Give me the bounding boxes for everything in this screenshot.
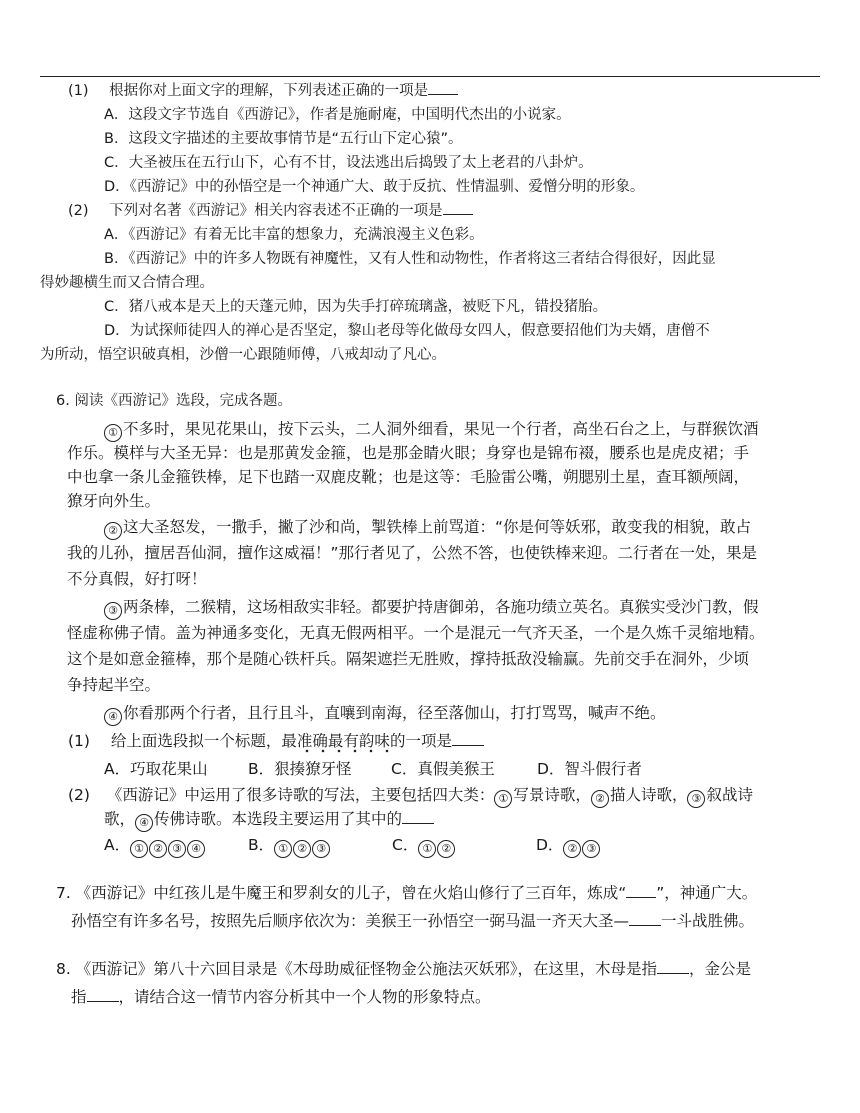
q6-sub2-option-d: D． ② ③: [536, 833, 601, 858]
q5-sub1-option-a: A．这段文字节选自《西游记》，作者是施耐庵，中国明代杰出的小说家。: [104, 107, 571, 123]
answer-blank[interactable]: [626, 883, 656, 898]
q5-sub2-text: 下列对名著《西游记》相关内容表述不正确的一项是: [109, 203, 443, 219]
q6-sub2-option-b: B． ① ② ③: [248, 833, 392, 858]
q5-sub2-stem: [68, 200, 473, 222]
q6-sub1-options: [104, 757, 642, 781]
top-rule: [40, 76, 820, 77]
answer-blank[interactable]: [87, 987, 119, 1002]
q6-para1-line2: 作乐。模样与大圣无异：也是那黄发金箍，也是那金睛火眼；身穿也是锦布裰，腰系也是虎皮裙；手: [67, 444, 750, 462]
q5-sub1-option-d: D．《西游记》中的孙悟空是一个神通广大、敢于反抗、性情温驯、爱憎分明的形象。: [104, 179, 645, 195]
q6-para3-line4: 争持起半空。: [67, 676, 161, 694]
q6-sub2-stem-line2: 歌， ④ 传佛诗歌。本选段主要运用了其中的: [104, 807, 434, 832]
q6-sub2-option-c: C． ① ②: [392, 833, 536, 858]
q5-sub2-option-b-cont: 得妙趣横生而又合情合理。: [40, 275, 214, 291]
q5-sub1-text: 根据你对上面文字的理解，下列表述正确的一项是: [109, 83, 429, 99]
circled-number: ③: [104, 602, 122, 620]
q6-sub1-option-a: A．巧取花果山: [104, 760, 208, 778]
emphasis-text: 准确最有韵味: [297, 732, 390, 754]
answer-blank[interactable]: [428, 80, 458, 95]
q5-sub2-option-c: C．猪八戒本是天上的天蓬元帅，因为失手打碎琉璃盏，被贬下凡，错投猪胎。: [104, 299, 608, 315]
q6-sub2-number: (2): [68, 786, 90, 804]
q6-para3-line1: ③ 两条棒，二猴精，这场相敌实非轻。都要护持唐御弟，各施功绩立英名。真猴实受沙门教，假: [104, 595, 759, 620]
answer-blank[interactable]: [402, 809, 434, 824]
circled-number: ①: [104, 424, 122, 442]
q5-sub1-stem: [68, 80, 458, 102]
answer-blank[interactable]: [452, 731, 484, 746]
q6-sub1-option-d: D．智斗假行者: [537, 760, 642, 778]
answer-blank[interactable]: [657, 959, 689, 974]
answer-blank[interactable]: [443, 200, 473, 215]
q7-line1: 7. 《西游记》中红孩儿是牛魔王和罗刹女的儿子，曾在火焰山修行了三百年，炼成“ ”，神通广大。: [56, 884, 758, 902]
q6-para3-line3: 这个是如意金箍棒，那个是随心铁杆兵。隔架遮拦无胜败，撑持抵敌没输赢。先前交手在洞外，少顷: [67, 650, 750, 668]
q5-sub2-option-d: D．为试探师徒四人的禅心是否坚定，黎山老母等化做母女四人，假意要招他们为夫婿，唐僧不: [104, 323, 710, 339]
q6-para1-line1: ① 不多时，果见花果山，按下云头，二人洞外细看，果见一个行者，高坐石台之上，与群猴饮酒: [104, 417, 759, 442]
q5-sub2-option-b: B．《西游记》中的许多人物既有神魔性，又有人性和动物性，作者将这三者结合得很好，因此显: [104, 251, 716, 267]
q5-sub2-option-d-cont: 为所动，悟空识破真相，沙僧一心跟随师傅，八戒却动了凡心。: [40, 347, 446, 363]
q8-line1: 8. 《西游记》第八十六回目录是《木母助威征怪物金公施法灭妖邪》，在这里，木母是指 ，金公是: [56, 960, 751, 978]
q5-sub1-number: (1): [68, 83, 89, 99]
q5-sub2-option-a: A．《西游记》有着无比丰富的想象力，充满浪漫主义色彩。: [104, 227, 484, 243]
q6-sub1-stem: (1) 给上面选段拟一个标题，最准确最有韵味的一项是: [68, 729, 484, 753]
circled-number: ②: [591, 790, 609, 808]
q6-para3-line2: 怪虚称佛子情。盖为神通多变化，无真无假两相平。一个是混元一气齐天圣，一个是久炼千灵缩地精。: [67, 624, 765, 642]
circled-number: ③: [687, 790, 705, 808]
q6-para4: ④ 你看那两个行者，且行且斗，直嚷到南海，径至落伽山，打打骂骂，喊声不绝。: [104, 701, 666, 726]
circled-number: ②: [104, 522, 122, 540]
q6-sub2-option-a: A． ① ② ③ ④: [104, 833, 248, 858]
circled-number: ④: [135, 814, 153, 832]
q6-sub1-option-c: C．真假美猴王: [391, 760, 495, 778]
q8-line2: 指 ，请结合这一情节内容分析其中一个人物的形象特点。: [71, 988, 491, 1006]
q6-para2-line3: 不分真假，好打呀！: [67, 570, 207, 588]
answer-blank[interactable]: [629, 911, 661, 926]
q6-para2-line2: 我的儿孙，擅居吾仙洞，擅作这威福！”那行者见了，公然不答，也使铁棒来迎。二行者在一处，果是: [67, 544, 758, 562]
q5-sub1-option-c: C．大圣被压在五行山下，心有不甘，设法逃出后捣毁了太上老君的八卦炉。: [104, 155, 593, 171]
circled-number: ④: [104, 708, 122, 726]
q7-line2: 孙悟空有许多名号，按照先后顺序依次为：美猴王一孙悟空一弼马温一齐天大圣— 一斗战胜佛。: [71, 912, 755, 930]
q6-para1-line3: 中也拿一条儿金箍铁棒，足下也踏一双鹿皮靴；也是这等：毛脸雷公嘴，朔腮别土星，查耳额颅阔，: [67, 468, 750, 486]
q5-sub1-option-b: B．这段文字描述的主要故事情节是“五行山下定心猿”。: [104, 131, 463, 147]
circled-number: ①: [494, 790, 512, 808]
q6-sub2-options: [104, 833, 601, 858]
q6-sub1-option-b: B．狠揍獠牙怪: [248, 760, 352, 778]
q5-sub2-number: (2): [68, 203, 89, 219]
q6-sub1-number: (1): [68, 732, 90, 750]
q6-sub2-stem-line1: (2) 《西游记》中运用了很多诗歌的写法，主要包括四大类： ① 写景诗歌， ② 描人诗歌， ③ 叙战诗: [68, 783, 753, 808]
q6-para1-line4: 獠牙向外生。: [67, 492, 161, 510]
q6-title: 6. 阅读《西游记》选段，完成各题。: [56, 393, 292, 409]
q6-para2-line1: ② 这大圣怒发，一撒手，撇了沙和尚，掣铁棒上前骂道：“你是何等妖邪，敢变我的相貌，敢占: [104, 515, 751, 540]
